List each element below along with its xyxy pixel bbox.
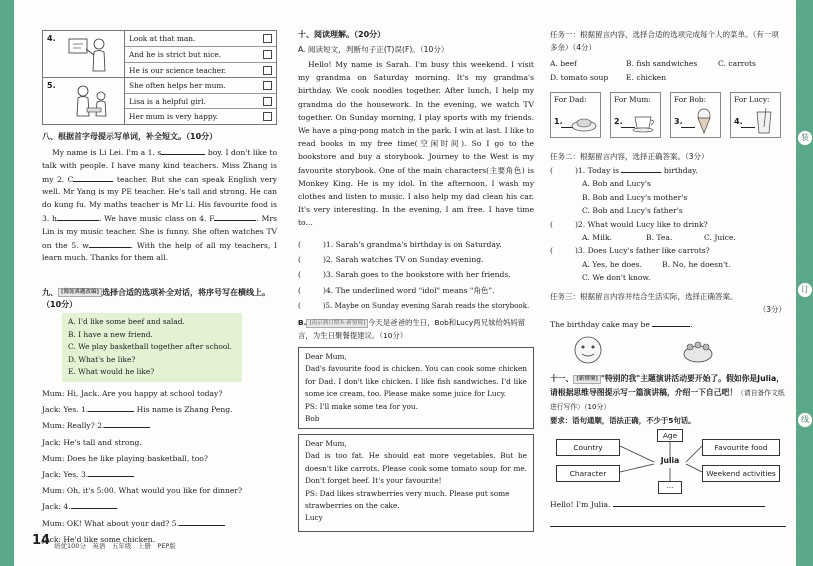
part-b-heading: B. [南京浦口期末·新情境] 今天是爸爸的生日，Bob和Lucy两兄妹给妈妈留言，为生日聚餐提建议。（10分）	[298, 318, 526, 340]
section9-heading: 九、 [海淀真题改编] 选择合适的选项补全对话，将序号写在横线上。（10分）	[42, 288, 271, 309]
task3-blank[interactable]	[652, 318, 690, 327]
column-middle	[298, 0, 534, 566]
option-a: A. I'd like some beef and salad.	[68, 317, 185, 326]
dialogue-blank-1[interactable]	[88, 403, 134, 412]
dialogue-line: Mum: Does he like playing basketball, too?	[42, 453, 208, 463]
menu-card-bob: For Bob: 3.	[670, 92, 721, 138]
true-false-statements	[298, 237, 534, 313]
dialogue-line: Mum: Oh, it's 5:00. What would you like for dinner?	[42, 486, 243, 496]
sentence: And he is strict but nice.	[125, 46, 276, 61]
dialogue-blank-2[interactable]	[104, 419, 150, 428]
sentence: Lisa is a helpful girl.	[125, 93, 276, 108]
answer-checkbox[interactable]	[263, 66, 272, 75]
dialogue-line: Mum: OK! What about your dad? 5.	[42, 516, 277, 532]
section10-heading: 十、阅读理解。（20分）	[298, 30, 386, 39]
task1-heading: 任务一：根据留言内容，选择合适的选项完成每个人的菜单。（有一项多余）（4分）	[550, 30, 779, 53]
blank-5[interactable]	[89, 239, 131, 248]
mindmap-food: Favourite food	[702, 439, 780, 456]
source-tag: [海淀真题改编]	[58, 288, 102, 297]
dialogue-line: Jack: He's tall and strong.	[42, 437, 142, 447]
answer-checkbox[interactable]	[263, 50, 272, 59]
dish-icon	[571, 111, 597, 133]
task3-question: The birthday cake may be .	[550, 320, 693, 329]
dialogue-line: Jack: 4.	[42, 499, 277, 515]
option-c: C. We play basketball together after school.	[68, 342, 232, 351]
answer-checkbox[interactable]	[263, 34, 272, 43]
blank-1[interactable]	[161, 146, 205, 155]
writing-start: Hello! I'm Julia.	[550, 498, 786, 527]
worksheet-page	[14, 0, 809, 566]
cake-option-images	[570, 332, 720, 368]
matching-row-4	[43, 31, 277, 78]
requirement: 要求：语句通顺，语法正确，不少于5句话。	[550, 416, 696, 425]
mindmap-character: Character	[556, 465, 620, 482]
ice-cream-icon	[694, 107, 714, 135]
section8-heading: 八、根据首字母提示写单词，补全短文。（10分）	[42, 132, 218, 141]
binding-mark: 装	[797, 130, 813, 146]
section8-passage: My name is Li Lei. I'm a 1. s boy. I don't like to talk with people. I have many kind teachers. Miss Zhang is my 2. C teacher. But she can speak English very well. Mr Yang is my PE teacher. He's tall and strong. He can do kung fu. My maths teacher is Mr Li. His favourite food is 3. h . We have music class on 4. F . Mrs Lin is my music teacher. She is funny. She often watches TV on the 5. w . With the help of all my teachers, I learn much. Thanks for them all.	[42, 148, 278, 263]
writing-line-2[interactable]	[550, 518, 786, 527]
mindmap-weekend: Weekend activities	[702, 465, 780, 482]
mindmap-age: Age	[657, 429, 683, 442]
card-blank-4[interactable]	[741, 127, 755, 128]
task2-heading: 任务二：根据留言内容，选择正确答案。（3分）	[550, 152, 709, 161]
part-a-passage: Hello! My name is Sarah. I'm busy this weekend. I visit my grandma on Saturday morning. It's my grandma's birthday. We cook noodles together. After lunch, I help my grandma do the housework. In the evening, we watch TV together. On Sunday morning, I play sports with my friends. We have a ping-pong match in the park. I win at last. I like to read books in my free time(空闲时间). So I go to the bookstore and buy a storybook. Journey to the West is my favourite storybook. One of the main characters(主要角色) is Monkey King. He is my idol. In the afternoon, I wash my clothes and listen to music. I also help my dad clean his car. It's very interesting. In the evening, I am free. I have time to...	[298, 60, 534, 228]
binding-mark: 订	[797, 282, 813, 298]
source-tag: [南京浦口期末·新情境]	[306, 319, 368, 328]
blank-2[interactable]	[73, 173, 113, 182]
letter-bob: Dear Mum, Dad's favourite food is chicken. You can cook some chicken for Dad. I don't like chicken. I like fish sandwiches. I'd like some ice cream, too. Please make some juice for Lucy. PS: I'll make some tea for you. Bob	[298, 347, 534, 429]
option-d: D. What's he like?	[68, 354, 136, 364]
menu-card-dad: For Dad: 1.	[550, 92, 601, 138]
sentence: Look at that man.	[125, 31, 276, 46]
part-a-heading: A. 阅读短文，判断句子正(T)误(F)。（10分）	[298, 45, 449, 54]
letter-lucy: Dear Mum, Dad is too fat. He should eat more vegetables. But he doesn't like carrots. Please cook some tomato soup for me. Don't forget beef. It's your favourite! PS: Dad likes strawberries very much. Please put some strawberries on the cake. Lucy	[298, 434, 534, 532]
mindmap-country: Country	[556, 439, 620, 456]
footer-text: 培优100分 英语 五年级 上册 PEP版	[54, 542, 176, 550]
item-number: 5.	[47, 80, 56, 90]
answer-checkbox[interactable]	[263, 97, 272, 106]
dialogue-line: Mum: Really? 2.	[42, 418, 277, 434]
question-blank[interactable]	[621, 164, 661, 173]
column-right	[550, 0, 786, 566]
page-number: 14	[32, 533, 51, 548]
answer-checkbox[interactable]	[263, 112, 272, 121]
dialogue-line: Mum: Hi, Jack. Are you happy at school today?	[42, 389, 223, 398]
matching-table	[42, 30, 277, 125]
sentence: Her mum is very happy.	[125, 108, 276, 123]
option-e: E. What would he like?	[68, 367, 155, 376]
column-left	[42, 0, 277, 566]
menu-card-mum: For Mum: 2.	[610, 92, 661, 138]
card-blank-3[interactable]	[681, 127, 695, 128]
blank-4[interactable]	[214, 212, 256, 221]
sentence: He is our science teacher.	[125, 62, 276, 77]
menu-card-lucy: For Lucy: 4.	[730, 92, 781, 138]
dialogue-blank-5[interactable]	[179, 517, 225, 526]
girl-helping-mum-picture	[67, 82, 117, 120]
options-box	[62, 313, 242, 382]
statement: ( )3. Sarah goes to the bookstore with her friends.	[298, 270, 511, 280]
statement: ( )1. Sarah's grandma's birthday is on Saturday.	[298, 240, 502, 249]
source-tag: [新情境]	[573, 375, 601, 384]
section11-heading: 十一、 [新情境] "特别的我"主题演讲活动要开始了。假如你是Julia，请根据思维导图提示写一篇演讲稿，介绍一下自己吧！（请自备作文纸进行写作）（10分）	[550, 374, 785, 411]
matching-row-5	[43, 77, 277, 124]
sentence: She often helps her mum.	[125, 78, 276, 93]
dialogue-line: Jack: He'd like some chicken.	[42, 534, 156, 544]
task3-heading: 任务三：根据留言内容并结合生活实际，选择正确答案。 （3分）	[550, 292, 786, 315]
dialogue-line: Jack: Yes. 1. His name is Zhang Peng.	[42, 405, 233, 415]
mindmap-center: Julia	[660, 456, 680, 465]
dialogue-blank-3[interactable]	[88, 468, 134, 477]
dialogue	[42, 386, 277, 548]
mindmap-more: ...	[658, 481, 682, 494]
statement: ( )5. Maybe on Sunday evening Sarah reads the storybook.	[298, 300, 530, 310]
dialogue-blank-4[interactable]	[71, 500, 117, 509]
option-b: B. I have a new friend.	[68, 329, 153, 339]
statement: ( )4. The underlined word "idol" means "角色".	[298, 285, 495, 295]
teacher-picture	[67, 35, 117, 73]
blank-3[interactable]	[57, 212, 99, 221]
answer-checkbox[interactable]	[263, 81, 272, 90]
task1-options: A. beef B. fish sandwiches C. carrots D. tomato soup E. chicken	[550, 59, 756, 82]
item-number: 4.	[47, 34, 56, 43]
juice-glass-icon	[754, 107, 774, 135]
writing-line-1[interactable]	[613, 498, 765, 507]
statement: ( )2. Sarah watches TV on Sunday evening.	[298, 255, 484, 265]
teacup-icon	[631, 111, 657, 133]
binding-mark: 线	[797, 412, 813, 428]
dialogue-line: Jack: Yes. 3.	[42, 467, 277, 483]
task2-questions: ( )1. Today is birthday. A. Bob and Lucy's B. Bob and Lucy's mother's C. Bob and Lucy's father's ( )2. What would Lucy like to drink? A. Milk. B. Tea. C. Juice. ( )3. Does Lucy's father like carrots? A. Yes, he does. B. No, he doesn't. C. We don't know.	[550, 166, 736, 283]
